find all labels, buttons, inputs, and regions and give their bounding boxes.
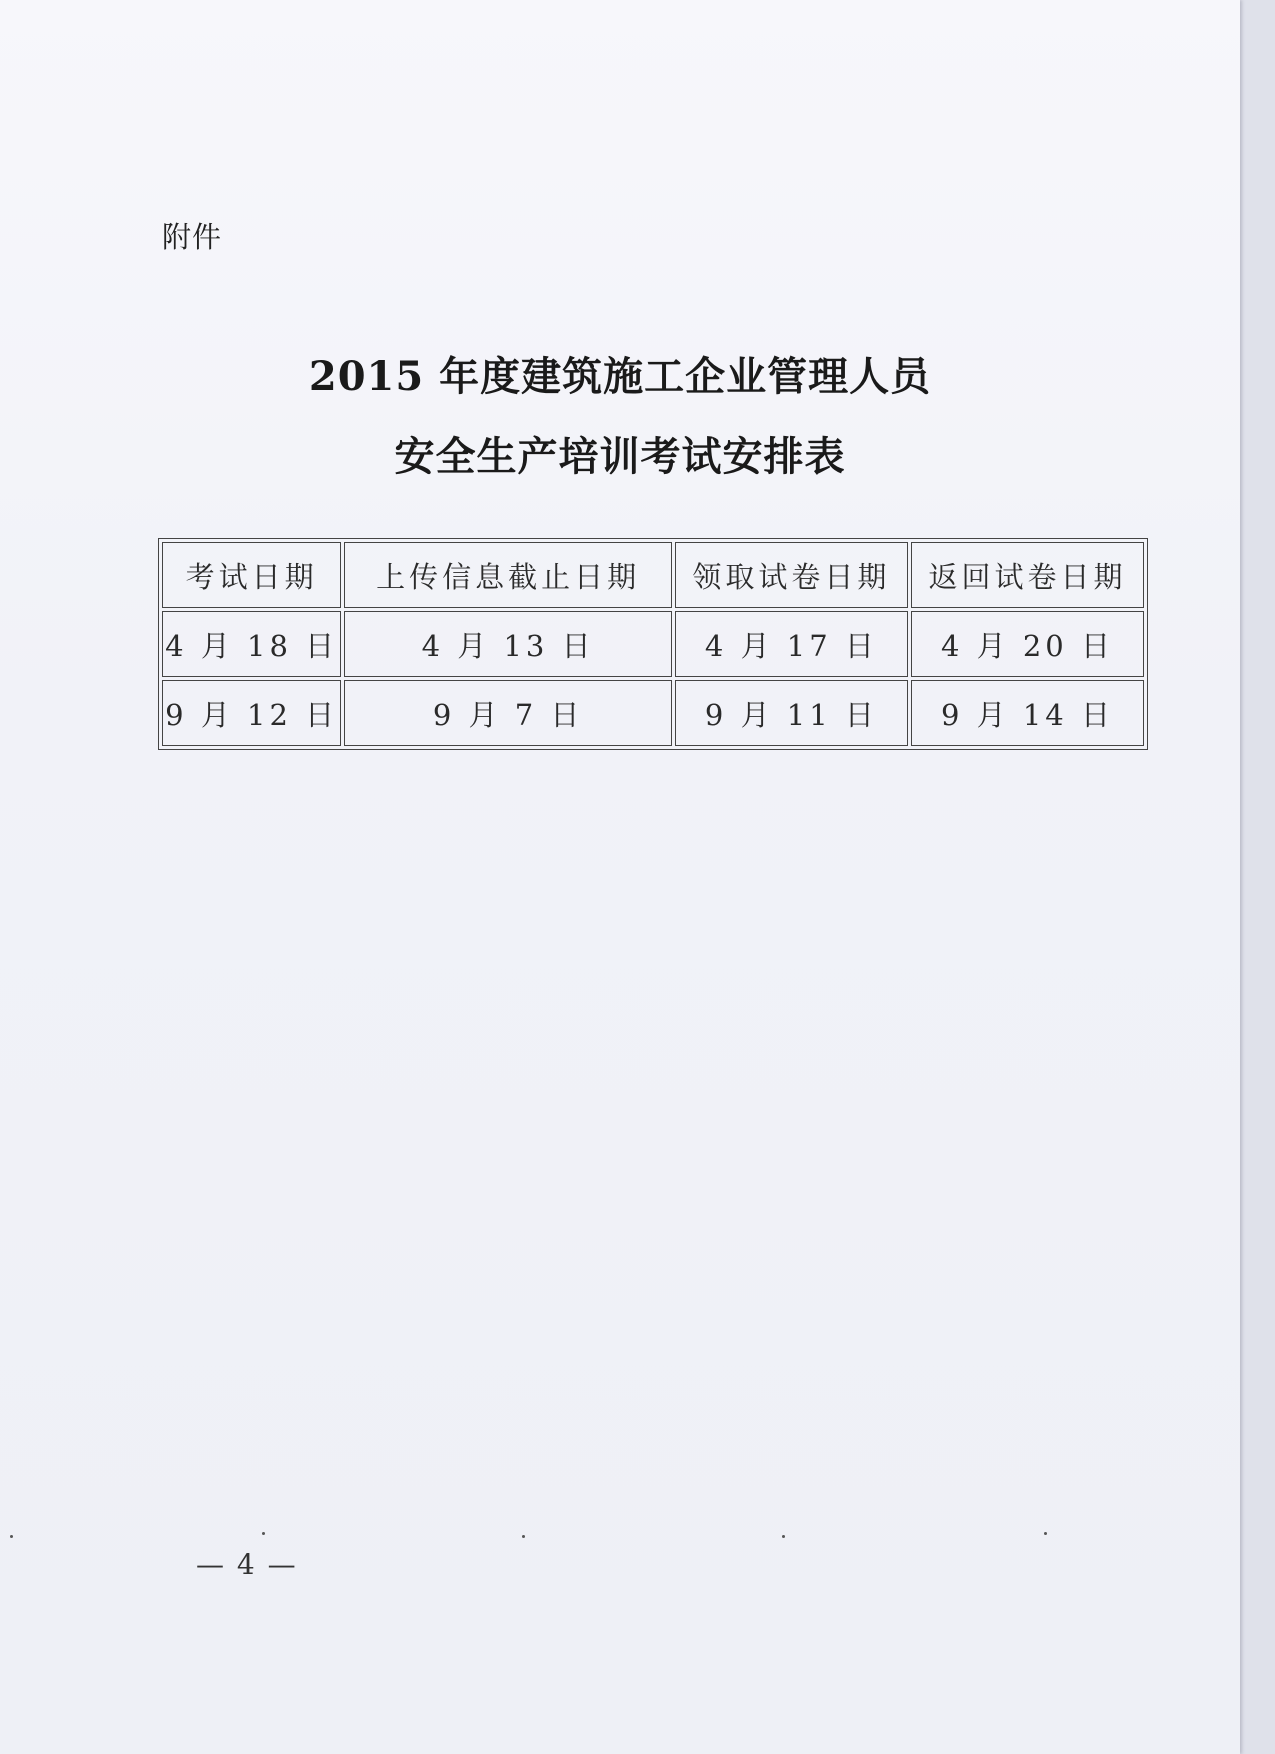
header-exam-date: 考试日期 <box>162 542 341 608</box>
header-collect-papers-date: 领取试卷日期 <box>675 542 908 608</box>
table-cell: 9 月 7 日 <box>344 680 672 746</box>
table-cell: 9 月 11 日 <box>675 680 908 746</box>
table-row <box>162 611 1144 677</box>
table-row <box>162 680 1144 746</box>
page-number: — 4 — <box>196 1548 298 1581</box>
table-cell: 4 月 18 日 <box>162 611 341 677</box>
scan-speck <box>262 1532 265 1535</box>
header-return-papers-date: 返回试卷日期 <box>911 542 1144 608</box>
scan-speck <box>1044 1532 1047 1535</box>
table-cell: 4 月 17 日 <box>675 611 908 677</box>
scan-speck <box>10 1535 13 1538</box>
table-header-row <box>162 542 1144 608</box>
table-cell: 9 月 12 日 <box>162 680 341 746</box>
exam-schedule-table <box>158 538 1148 750</box>
attachment-label: 附件 <box>162 220 223 254</box>
document-title-line-1: 2015 年度建筑施工企业管理人员 <box>308 353 932 400</box>
table-cell: 4 月 13 日 <box>344 611 672 677</box>
table-cell: 4 月 20 日 <box>911 611 1144 677</box>
scan-speck <box>782 1535 785 1538</box>
table-cell: 9 月 14 日 <box>911 680 1144 746</box>
document-title-line-2: 安全生产培训考试安排表 <box>394 433 846 480</box>
scan-speck <box>522 1535 525 1538</box>
header-upload-deadline: 上传信息截止日期 <box>344 542 672 608</box>
